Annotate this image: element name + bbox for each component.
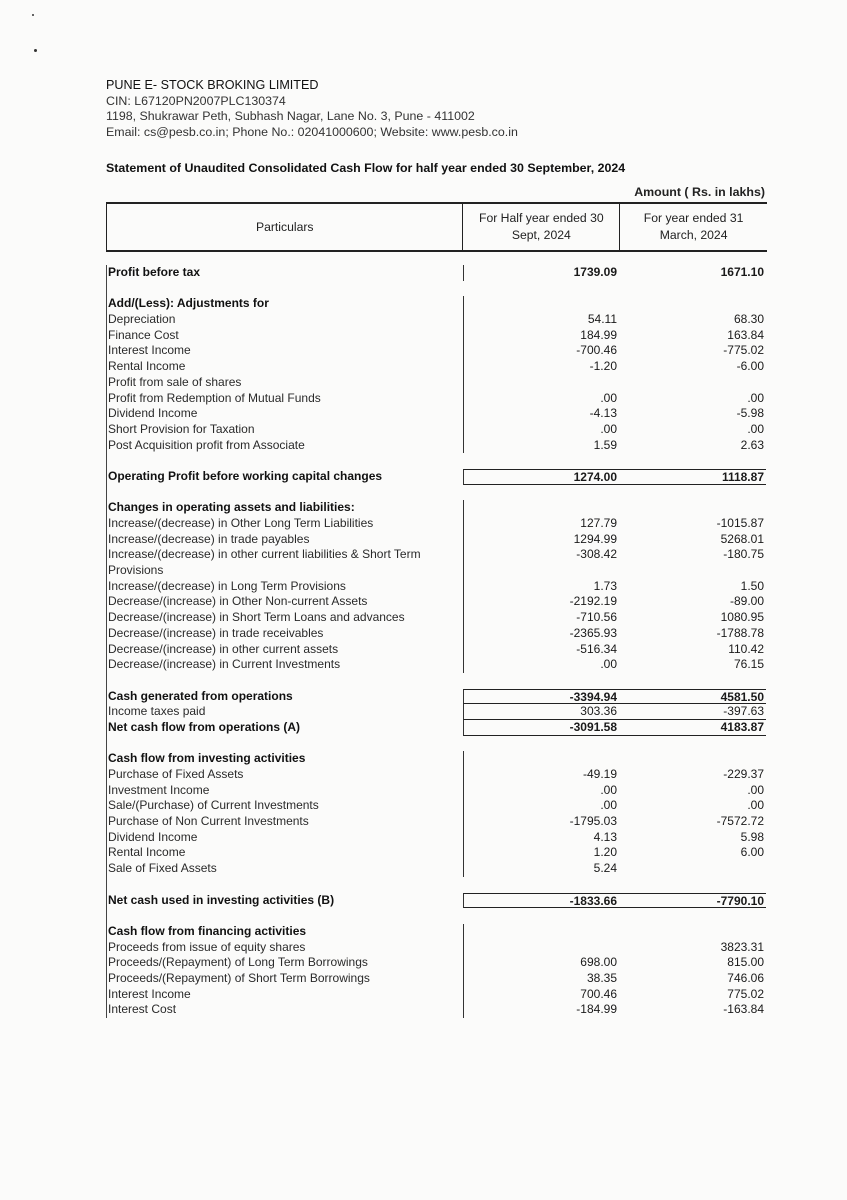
row-label: Rental Income — [108, 845, 186, 860]
table-row — [107, 438, 767, 454]
row-label: Income taxes paid — [108, 704, 206, 719]
value-half-year: .00 — [463, 783, 619, 799]
value-full-year: 4581.50 — [619, 689, 766, 705]
value-half-year: 1.20 — [463, 845, 619, 861]
row-label: Increase/(decrease) in other current liabilities & Short Term Provisions — [108, 547, 421, 578]
col-header-particulars: Particulars — [255, 219, 314, 234]
table-row — [107, 406, 767, 422]
value-full-year: 6.00 — [740, 845, 764, 860]
row-label: Add/(Less): Adjustments for — [108, 296, 269, 311]
value-half-year: .00 — [463, 391, 619, 407]
value-full-year: .00 — [747, 421, 764, 436]
value-half-year: -4.13 — [463, 406, 619, 422]
value-full-year: -1015.87 — [716, 516, 764, 530]
table-row — [107, 830, 767, 846]
row-label: Decrease/(increase) in other current assets — [108, 641, 339, 656]
scan-speck — [34, 49, 37, 52]
value-full-year: 110.42 — [728, 641, 764, 656]
row-label: Profit before tax — [108, 265, 201, 279]
value-half-year: -3394.94 — [463, 689, 619, 705]
value-full-year: -89.00 — [729, 594, 764, 609]
value-half-year: 54.11 — [463, 312, 619, 328]
cash-flow-table — [106, 202, 767, 1018]
table-row — [107, 987, 767, 1003]
value-full-year: 5268.01 — [720, 531, 764, 546]
table-row — [107, 704, 767, 720]
value-half-year — [463, 296, 619, 312]
value-half-year: .00 — [463, 657, 619, 673]
value-full-year: -229.37 — [723, 767, 764, 782]
value-full-year — [619, 924, 766, 940]
table-row — [107, 814, 767, 830]
table-row — [107, 657, 767, 673]
row-label: Increase/(decrease) in Long Term Provisions — [108, 578, 346, 593]
value-half-year: -1795.03 — [463, 814, 619, 830]
value-full-year: 163.84 — [727, 327, 764, 342]
value-full-year: 76.15 — [733, 657, 764, 672]
value-half-year — [463, 924, 619, 940]
table-row — [107, 971, 767, 987]
table-row — [107, 422, 767, 438]
table-row — [107, 516, 767, 532]
value-full-year: -163.84 — [723, 1002, 764, 1017]
value-full-year: -397.63 — [619, 704, 766, 720]
row-label: Cash flow from financing activities — [108, 923, 307, 938]
value-half-year — [463, 500, 619, 516]
row-label: Proceeds/(Repayment) of Long Term Borrowings — [108, 955, 368, 970]
value-full-year: -5.98 — [736, 406, 764, 421]
value-full-year: 815.00 — [727, 955, 764, 970]
row-label: Decrease/(increase) in Current Investments — [108, 657, 341, 672]
statement-title: Statement of Unaudited Consolidated Cash Flow for half year ended 30 September, 2024 — [106, 161, 626, 175]
value-full-year: 5.98 — [740, 829, 764, 844]
row-label: Dividend Income — [108, 829, 198, 844]
table-row — [107, 1002, 767, 1018]
row-label: Changes in operating assets and liabilities: — [108, 500, 355, 515]
value-half-year: -516.34 — [463, 642, 619, 658]
row-label: Increase/(decrease) in trade payables — [108, 531, 310, 546]
table-row — [107, 610, 767, 626]
value-half-year: -710.56 — [463, 610, 619, 626]
table-row — [107, 845, 767, 861]
table-row — [107, 312, 767, 328]
table-row — [107, 940, 767, 956]
value-full-year — [619, 861, 766, 877]
row-label: Short Provision for Taxation — [108, 421, 255, 436]
table-row — [107, 767, 767, 783]
value-half-year: -2365.93 — [463, 626, 619, 642]
value-full-year: .00 — [747, 798, 764, 813]
table-row — [107, 861, 767, 877]
value-full-year: 775.02 — [727, 986, 764, 1001]
value-full-year: .00 — [747, 782, 764, 797]
table-row — [107, 547, 767, 578]
row-label: Investment Income — [108, 782, 210, 797]
value-full-year: -775.02 — [723, 343, 764, 358]
value-half-year: -3091.58 — [463, 720, 619, 736]
value-half-year: 38.35 — [463, 971, 619, 987]
row-label: Profit from Redemption of Mutual Funds — [108, 390, 321, 405]
table-header — [106, 202, 767, 252]
table-row — [107, 579, 767, 595]
col-header-full-year-text: For year ended 31 March, 2024 — [643, 211, 744, 242]
company-name: PUNE E- STOCK BROKING LIMITED — [106, 78, 319, 92]
row-label: Proceeds/(Repayment) of Short Term Borrowings — [108, 970, 370, 985]
table-row — [107, 798, 767, 814]
table-row — [107, 500, 767, 516]
table-row — [107, 391, 767, 407]
value-half-year: 1274.00 — [463, 469, 619, 485]
value-full-year: 1.50 — [740, 578, 764, 593]
value-full-year — [619, 500, 766, 516]
value-full-year — [619, 751, 766, 767]
value-full-year — [619, 296, 766, 312]
table-row — [107, 626, 767, 642]
value-half-year: .00 — [463, 422, 619, 438]
row-label: Rental Income — [108, 359, 186, 374]
row-label: Dividend Income — [108, 406, 198, 421]
row-label: Decrease/(increase) in Other Non-current Assets — [108, 594, 368, 609]
row-label: Sale/(Purchase) of Current Investments — [108, 798, 319, 813]
value-full-year: -180.75 — [723, 547, 764, 562]
table-row — [107, 594, 767, 610]
value-full-year: 1080.95 — [720, 610, 764, 625]
table-row — [107, 751, 767, 767]
value-full-year: .00 — [747, 390, 764, 405]
table-row — [107, 783, 767, 799]
value-half-year: 184.99 — [463, 328, 619, 344]
row-label: Net cash flow from operations (A) — [108, 719, 301, 734]
company-cin: CIN: L67120PN2007PLC130374 — [106, 93, 286, 108]
value-half-year: 1.59 — [463, 438, 619, 454]
row-label: Decrease/(increase) in Short Term Loans and advances — [108, 610, 405, 625]
table-row — [107, 689, 767, 705]
row-label: Operating Profit before working capital changes — [108, 468, 383, 483]
row-label: Interest Income — [108, 343, 191, 358]
value-half-year: 127.79 — [463, 516, 619, 532]
value-full-year: 2.63 — [740, 437, 764, 452]
table-row — [107, 265, 767, 281]
value-half-year: 698.00 — [463, 955, 619, 971]
value-full-year: -1788.78 — [716, 625, 764, 640]
table-row — [107, 893, 767, 909]
value-half-year — [463, 375, 619, 391]
value-half-year: .00 — [463, 798, 619, 814]
scan-speck — [32, 14, 34, 16]
row-label: Decrease/(increase) in trade receivables — [108, 625, 324, 640]
value-half-year: 1294.99 — [463, 532, 619, 548]
table-row — [107, 955, 767, 971]
company-address: 1198, Shukrawar Peth, Subhash Nagar, Lane No. 3, Pune - 411002 — [106, 109, 475, 124]
row-label: Finance Cost — [108, 327, 179, 342]
row-label: Purchase of Fixed Assets — [108, 767, 244, 782]
row-label: Interest Income — [108, 986, 191, 1001]
value-half-year: 4.13 — [463, 830, 619, 846]
value-half-year: 5.24 — [463, 861, 619, 877]
table-row — [107, 469, 767, 485]
value-full-year: 3823.31 — [720, 939, 764, 954]
value-half-year: 1739.09 — [463, 265, 619, 281]
value-half-year: -308.42 — [463, 547, 619, 578]
table-row — [107, 532, 767, 548]
row-label: Cash generated from operations — [108, 688, 293, 703]
value-full-year: 4183.87 — [619, 720, 766, 736]
value-half-year: -2192.19 — [463, 594, 619, 610]
table-row — [107, 720, 767, 736]
row-label: Increase/(decrease) in Other Long Term Liabilities — [108, 516, 374, 530]
value-half-year: 700.46 — [463, 987, 619, 1003]
value-full-year: -7572.72 — [716, 814, 764, 829]
value-full-year — [619, 375, 766, 391]
table-row — [107, 642, 767, 658]
col-header-full-year — [619, 204, 767, 250]
table-row — [107, 924, 767, 940]
table-row — [107, 296, 767, 312]
col-header-half-year-text: For Half year ended 30 Sept, 2024 — [479, 211, 604, 242]
company-header — [106, 78, 518, 140]
value-half-year: -1833.66 — [463, 893, 619, 909]
row-label: Purchase of Non Current Investments — [108, 814, 309, 829]
value-full-year: -7790.10 — [619, 893, 766, 909]
table-row — [107, 328, 767, 344]
value-half-year: -49.19 — [463, 767, 619, 783]
row-label: Proceeds from issue of equity shares — [108, 939, 306, 954]
table-row — [107, 375, 767, 391]
value-half-year — [463, 751, 619, 767]
value-half-year: -1.20 — [463, 359, 619, 375]
row-label: Profit from sale of shares — [108, 374, 242, 389]
value-half-year: -184.99 — [463, 1002, 619, 1018]
row-label: Post Acquisition profit from Associate — [108, 437, 305, 452]
value-half-year: 303.36 — [463, 704, 619, 720]
value-half-year: 1.73 — [463, 579, 619, 595]
row-label: Sale of Fixed Assets — [108, 861, 217, 876]
col-header-half-year — [462, 204, 619, 250]
company-contact: Email: cs@pesb.co.in; Phone No.: 02041000600; Website: www.pesb.co.in — [106, 124, 518, 139]
value-full-year: 746.06 — [727, 970, 764, 985]
value-full-year: 68.30 — [733, 312, 764, 327]
row-label: Interest Cost — [108, 1002, 177, 1017]
table-row — [107, 343, 767, 359]
value-full-year: 1118.87 — [619, 469, 766, 485]
value-full-year: 1671.10 — [720, 265, 764, 279]
amount-unit-note: Amount ( Rs. in lakhs) — [634, 185, 765, 199]
row-label: Net cash used in investing activities (B) — [108, 892, 335, 907]
value-half-year: -700.46 — [463, 343, 619, 359]
row-label: Depreciation — [108, 312, 176, 327]
table-row — [107, 359, 767, 375]
value-half-year — [463, 940, 619, 956]
row-label: Cash flow from investing activities — [108, 751, 306, 766]
table-body — [106, 265, 767, 1018]
value-full-year: -6.00 — [736, 359, 764, 374]
